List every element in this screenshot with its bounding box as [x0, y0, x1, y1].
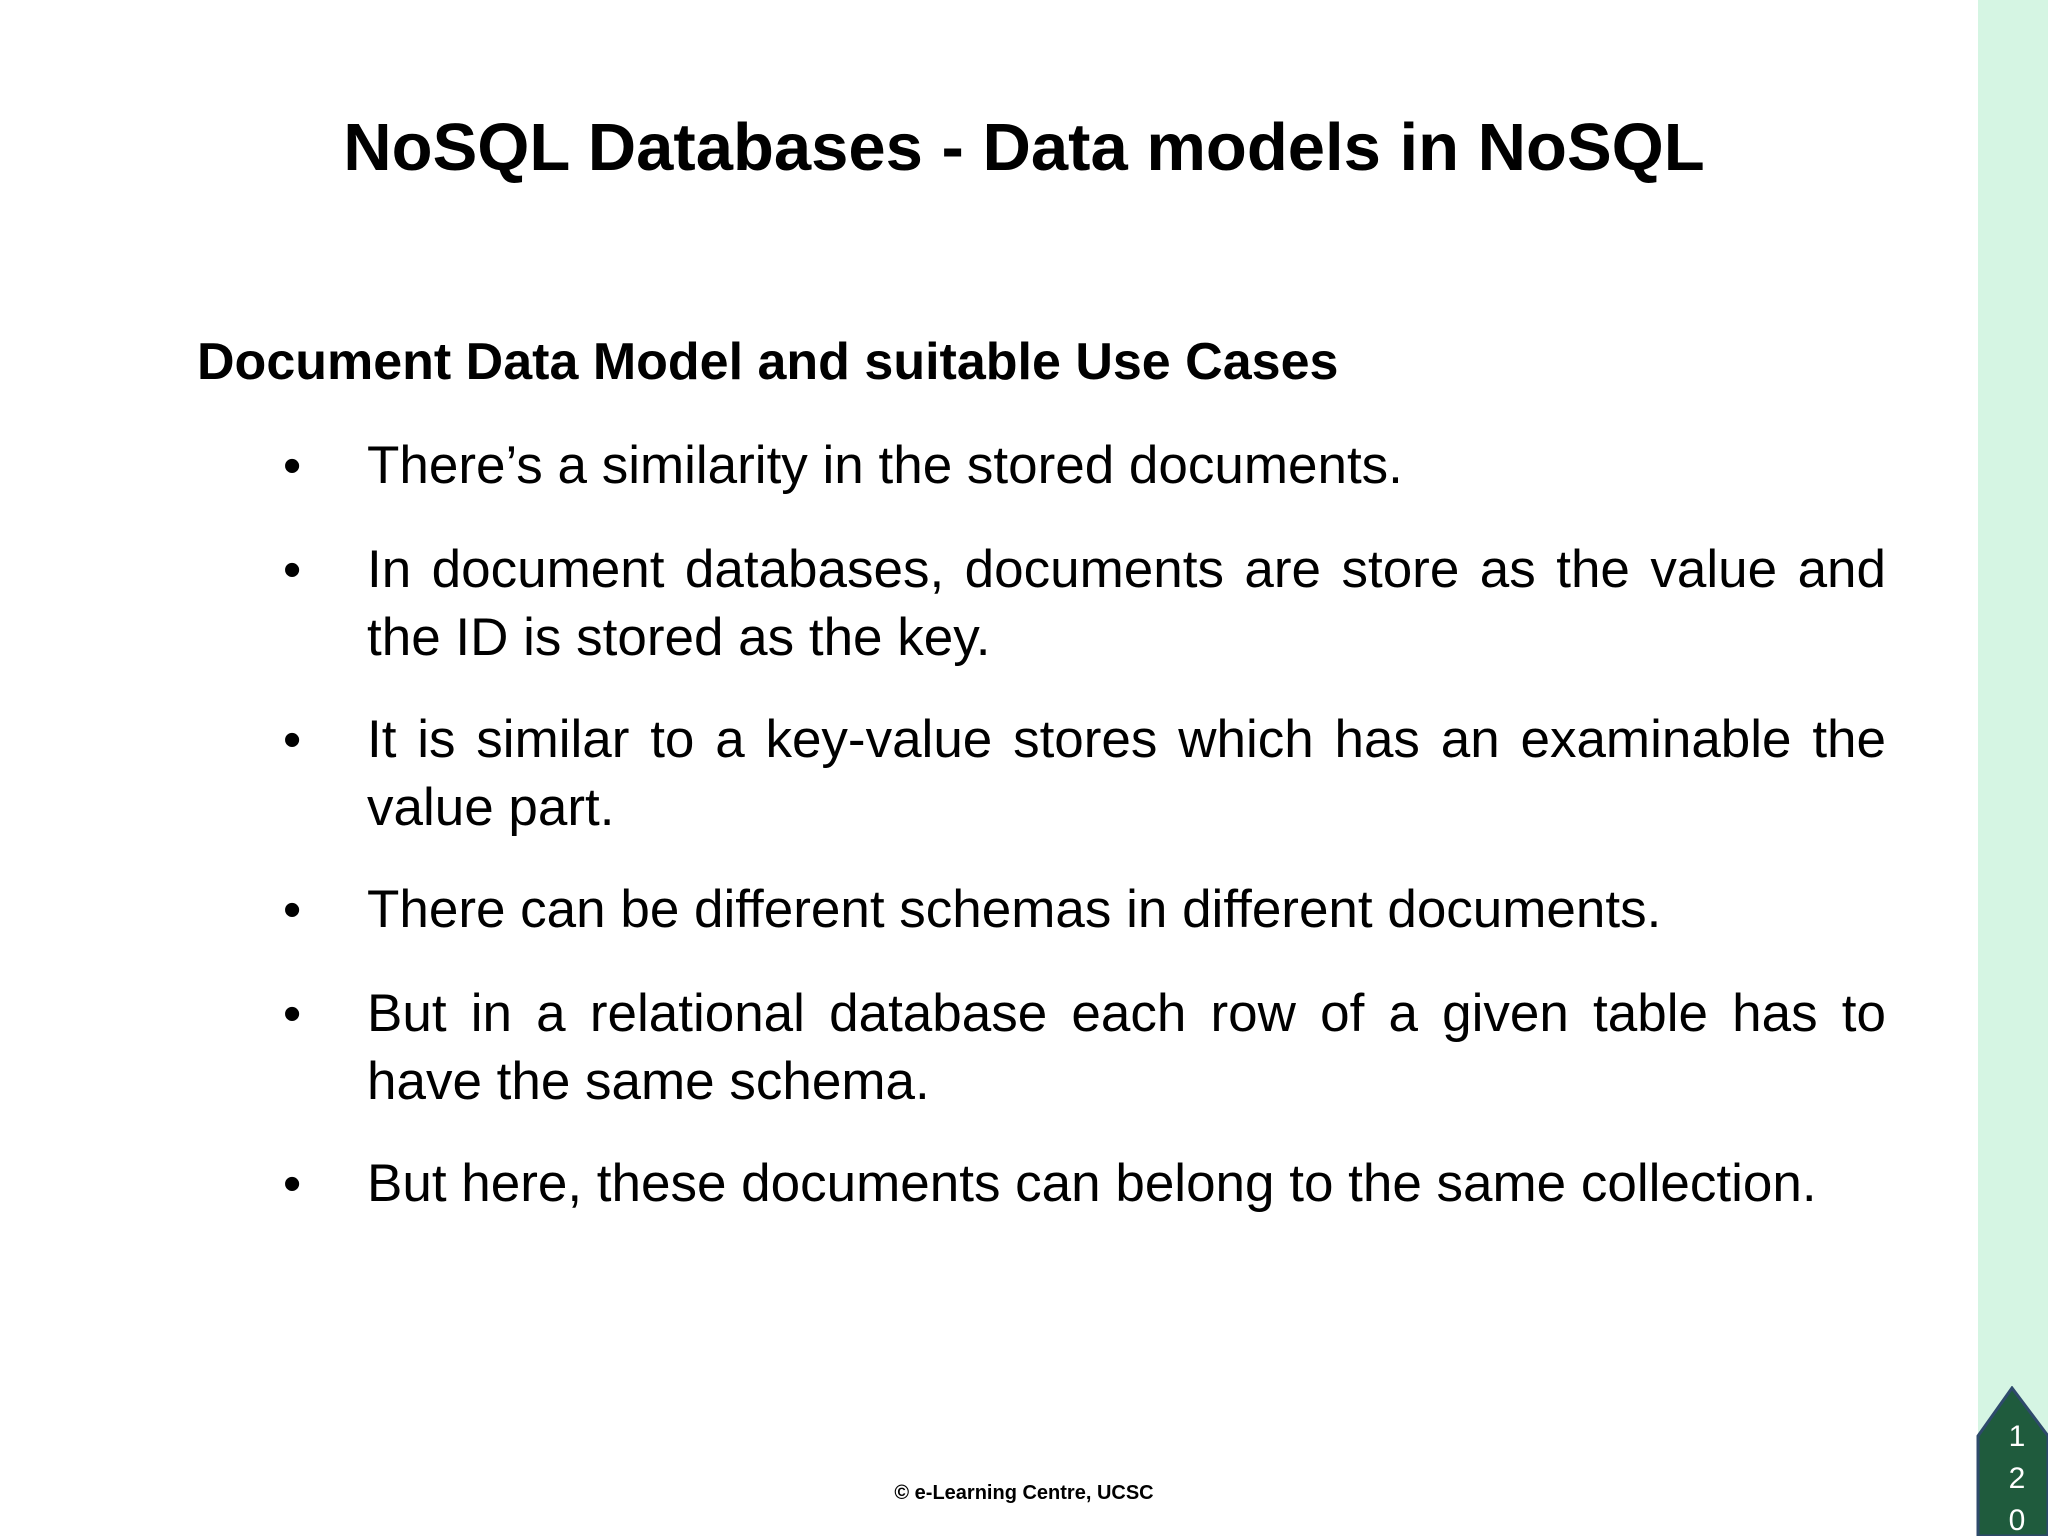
side-decoration-band [1978, 0, 2048, 1536]
slide-title: NoSQL Databases - Data models in NoSQL [343, 110, 1705, 185]
bullet-text: But here, these documents can belong to the same collection. [367, 1154, 1817, 1213]
section-heading: Document Data Model and suitable Use Cases [197, 333, 1339, 391]
bullet-text: There’s a similarity in the stored documents. [367, 436, 1403, 495]
bullet-text: But in a relational database each row of a given table has to have the same schema. [367, 984, 1886, 1111]
page-number: 120 [2008, 1420, 2026, 1536]
page-number-badge [1976, 1386, 2048, 1536]
bullet-dot-icon: • [283, 985, 302, 1043]
bullet-dot-icon: • [283, 881, 302, 939]
bullet-dot-icon: • [283, 541, 302, 599]
bullet-dot-icon: • [283, 437, 302, 495]
bullet-text: There can be different schemas in different documents. [367, 880, 1662, 939]
bullet-dot-icon: • [283, 711, 302, 769]
bullet-text: It is similar to a key-value stores which has an examinable the value part. [367, 710, 1886, 837]
bullet-dot-icon: • [283, 1155, 302, 1213]
bullet-text: In document databases, documents are store as the value and the ID is stored as the key. [367, 540, 1886, 667]
copyright-footer: © e-Learning Centre, UCSC [894, 1482, 1154, 1504]
